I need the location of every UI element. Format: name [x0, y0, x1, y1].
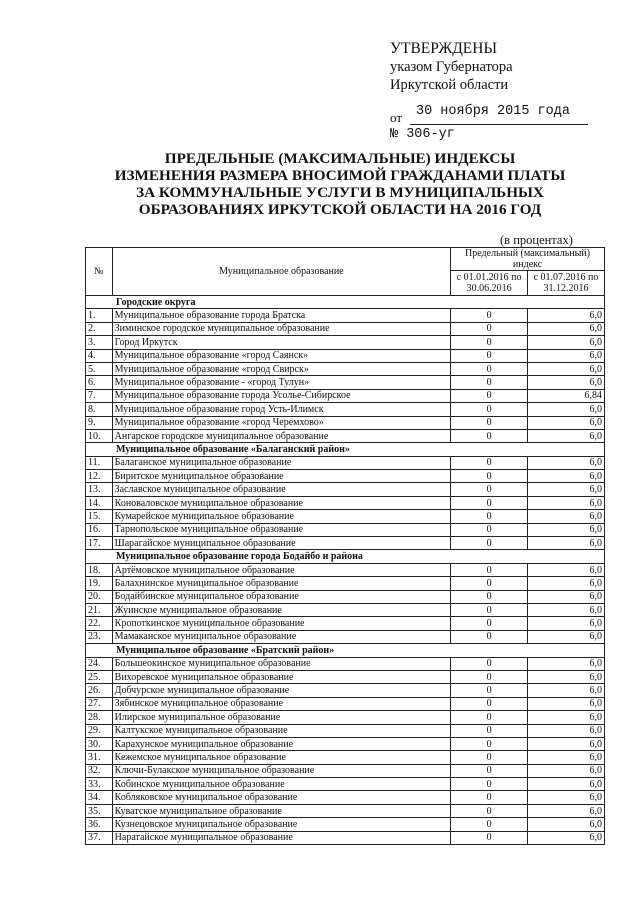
row-number: 4. [86, 349, 113, 362]
table-row [86, 389, 605, 402]
row-number: 18. [86, 563, 113, 576]
table-row [86, 563, 605, 576]
row-name: Кропоткинское муниципальное образование [112, 617, 450, 630]
table-row [86, 376, 605, 389]
row-value-1: 0 [451, 670, 528, 683]
row-name: Кумарейское муниципальное образование [112, 510, 450, 523]
row-number: 20. [86, 590, 113, 603]
row-value-2: 6,0 [528, 537, 605, 550]
row-name: Зябинское муниципальное образование [112, 697, 450, 710]
row-value-2: 6,0 [528, 657, 605, 670]
row-name: Муниципальное образование - «город Тулун» [112, 376, 450, 389]
table-row [86, 818, 605, 831]
table-row [86, 630, 605, 643]
row-number: 31. [86, 751, 113, 764]
row-name: Наратайское муниципальное образование [112, 831, 450, 844]
row-value-2: 6,0 [528, 778, 605, 791]
row-name: Балахнинское муниципальное образование [112, 577, 450, 590]
row-value-2: 6,0 [528, 309, 605, 322]
row-number: 10. [86, 429, 113, 442]
row-value-2: 6,0 [528, 416, 605, 429]
row-number: 28. [86, 711, 113, 724]
row-value-2: 6,0 [528, 429, 605, 442]
row-value-2: 6,0 [528, 737, 605, 750]
row-value-1: 0 [451, 617, 528, 630]
row-number: 24. [86, 657, 113, 670]
row-value-2: 6,0 [528, 577, 605, 590]
row-value-1: 0 [451, 590, 528, 603]
row-number: 6. [86, 376, 113, 389]
table-group-row [86, 644, 605, 657]
row-number: 9. [86, 416, 113, 429]
row-value-1: 0 [451, 577, 528, 590]
row-value-1: 0 [451, 697, 528, 710]
table-row [86, 791, 605, 804]
row-number: 16. [86, 523, 113, 536]
row-number: 12. [86, 470, 113, 483]
row-name: Коноваловское муниципальное образование [112, 496, 450, 509]
table-row [86, 778, 605, 791]
row-value-1: 0 [451, 724, 528, 737]
row-value-1: 0 [451, 563, 528, 576]
row-number: 29. [86, 724, 113, 737]
row-name: Вихоревское муниципальное образование [112, 670, 450, 683]
row-number: 32. [86, 764, 113, 777]
row-value-1: 0 [451, 764, 528, 777]
row-value-1: 0 [451, 751, 528, 764]
row-value-1: 0 [451, 336, 528, 349]
row-number: 33. [86, 778, 113, 791]
decree-number: № 306-уг [390, 127, 455, 142]
row-value-2: 6,0 [528, 523, 605, 536]
table-row [86, 523, 605, 536]
title-line: ИЗМЕНЕНИЯ РАЗМЕРА ВНОСИМОЙ ГРАЖДАНАМИ ПЛАТЫ [114, 167, 566, 184]
row-value-1: 0 [451, 322, 528, 335]
index-table [85, 247, 605, 845]
row-number: 5. [86, 362, 113, 375]
date-underline [410, 124, 588, 125]
row-value-1: 0 [451, 630, 528, 643]
table-row [86, 496, 605, 509]
title-line: ПРЕДЕЛЬНЫЕ (МАКСИМАЛЬНЫЕ) ИНДЕКСЫ [164, 150, 516, 167]
unit-note: (в процентах) [500, 233, 573, 247]
header-num: № [86, 248, 113, 296]
row-value-2: 6,0 [528, 724, 605, 737]
row-value-1: 0 [451, 403, 528, 416]
row-value-2: 6,0 [528, 603, 605, 616]
row-name: Заславское муниципальное образование [112, 483, 450, 496]
row-name: Илирское муниципальное образование [112, 711, 450, 724]
row-name: Зиминское городское муниципальное образование [112, 322, 450, 335]
row-name: Биритское муниципальное образование [112, 470, 450, 483]
row-value-1: 0 [451, 711, 528, 724]
table-row [86, 697, 605, 710]
row-value-2: 6,0 [528, 403, 605, 416]
header-period-1: с 01.01.2016 по 30.06.2016 [451, 271, 528, 296]
row-number: 26. [86, 684, 113, 697]
row-number: 36. [86, 818, 113, 831]
row-number: 1. [86, 309, 113, 322]
row-value-1: 0 [451, 778, 528, 791]
table-row [86, 429, 605, 442]
row-value-2: 6,0 [528, 818, 605, 831]
row-value-2: 6,0 [528, 336, 605, 349]
decree-date: 30 ноября 2015 года [416, 104, 570, 119]
row-name: Город Иркутск [112, 336, 450, 349]
row-name: Шарагайское муниципальное образование [112, 537, 450, 550]
row-value-2: 6,0 [528, 630, 605, 643]
table-row [86, 657, 605, 670]
row-number: 2. [86, 322, 113, 335]
row-name: Кобляковское муниципальное образование [112, 791, 450, 804]
row-value-2: 6,0 [528, 376, 605, 389]
table-group-row [86, 443, 605, 456]
row-number: 7. [86, 389, 113, 402]
row-value-1: 0 [451, 510, 528, 523]
table-row [86, 764, 605, 777]
row-name: Кузнецовское муниципальное образование [112, 818, 450, 831]
date-prefix: от [390, 110, 403, 125]
row-name: Ангарское городское муниципальное образование [112, 429, 450, 442]
row-number: 11. [86, 456, 113, 469]
row-value-1: 0 [451, 657, 528, 670]
row-number: 27. [86, 697, 113, 710]
table-row [86, 510, 605, 523]
row-value-1: 0 [451, 362, 528, 375]
row-number: 23. [86, 630, 113, 643]
header-name: Муниципальное образование [112, 248, 450, 296]
row-value-2: 6,84 [528, 389, 605, 402]
table-row [86, 804, 605, 817]
table-row [86, 670, 605, 683]
row-value-2: 6,0 [528, 563, 605, 576]
row-value-2: 6,0 [528, 322, 605, 335]
row-name: Кобинское муниципальное образование [112, 778, 450, 791]
row-number: 30. [86, 737, 113, 750]
table-row [86, 362, 605, 375]
row-value-1: 0 [451, 456, 528, 469]
table-row [86, 403, 605, 416]
row-number: 34. [86, 791, 113, 804]
table-row [86, 737, 605, 750]
row-value-2: 6,0 [528, 831, 605, 844]
row-value-2: 6,0 [528, 751, 605, 764]
table-row [86, 483, 605, 496]
row-name: Муниципальное образование город Усть-Илимск [112, 403, 450, 416]
row-value-2: 6,0 [528, 684, 605, 697]
row-name: Кежемское муниципальное образование [112, 751, 450, 764]
row-value-1: 0 [451, 804, 528, 817]
table-body [86, 296, 605, 845]
row-name: Муниципальное образование «город Свирск» [112, 362, 450, 375]
group-label: Городские округа [86, 296, 605, 309]
row-name: Ключи-Булакское муниципальное образование [112, 764, 450, 777]
group-label: Муниципальное образование «Братский район» [86, 644, 605, 657]
row-value-1: 0 [451, 389, 528, 402]
row-value-2: 6,0 [528, 510, 605, 523]
row-value-1: 0 [451, 537, 528, 550]
row-name: Добчурское муниципальное образование [112, 684, 450, 697]
row-value-2: 6,0 [528, 711, 605, 724]
row-name: Жуинское муниципальное образование [112, 603, 450, 616]
table-row [86, 470, 605, 483]
row-number: 13. [86, 483, 113, 496]
row-value-1: 0 [451, 791, 528, 804]
row-value-1: 0 [451, 483, 528, 496]
row-name: Мамаканское муниципальное образование [112, 630, 450, 643]
table-row [86, 603, 605, 616]
row-name: Балаганское муниципальное образование [112, 456, 450, 469]
row-value-2: 6,0 [528, 470, 605, 483]
approval-decree: указом Губернатора [390, 59, 513, 75]
row-number: 37. [86, 831, 113, 844]
row-name: Куватское муниципальное образование [112, 804, 450, 817]
document-title [80, 150, 600, 218]
table-row [86, 349, 605, 362]
row-number: 35. [86, 804, 113, 817]
group-label: Муниципальное образование города Бодайбо и района [86, 550, 605, 563]
table-row [86, 309, 605, 322]
row-number: 21. [86, 603, 113, 616]
row-value-1: 0 [451, 831, 528, 844]
row-value-2: 6,0 [528, 456, 605, 469]
title-line: ЗА КОММУНАЛЬНЫЕ УСЛУГИ В МУНИЦИПАЛЬНЫХ [136, 184, 544, 201]
row-number: 8. [86, 403, 113, 416]
row-value-1: 0 [451, 309, 528, 322]
row-number: 25. [86, 670, 113, 683]
decree-date-block [390, 104, 590, 143]
row-name: Артёмовское муниципальное образование [112, 563, 450, 576]
header-period-2: с 01.07.2016 по 31.12.2016 [528, 271, 605, 296]
table-row [86, 336, 605, 349]
row-value-2: 6,0 [528, 764, 605, 777]
row-value-1: 0 [451, 416, 528, 429]
row-value-2: 6,0 [528, 483, 605, 496]
table-row [86, 456, 605, 469]
row-number: 22. [86, 617, 113, 630]
row-name: Муниципальное образование «город Черемхово» [112, 416, 450, 429]
table-row [86, 577, 605, 590]
table-row [86, 751, 605, 764]
row-value-2: 6,0 [528, 349, 605, 362]
row-number: 19. [86, 577, 113, 590]
table-row [86, 590, 605, 603]
row-value-2: 6,0 [528, 590, 605, 603]
row-value-2: 6,0 [528, 617, 605, 630]
table-row [86, 322, 605, 335]
row-value-2: 6,0 [528, 670, 605, 683]
row-value-1: 0 [451, 470, 528, 483]
row-name: Муниципальное образование города Братска [112, 309, 450, 322]
row-value-2: 6,0 [528, 496, 605, 509]
row-number: 17. [86, 537, 113, 550]
row-value-2: 6,0 [528, 791, 605, 804]
row-value-2: 6,0 [528, 362, 605, 375]
group-label: Муниципальное образование «Балаганский район» [86, 443, 605, 456]
table-row [86, 724, 605, 737]
row-name: Большеокинское муниципальное образование [112, 657, 450, 670]
approval-region: Иркутской области [390, 77, 509, 93]
row-number: 15. [86, 510, 113, 523]
row-name: Муниципальное образование «город Саянск» [112, 349, 450, 362]
row-value-1: 0 [451, 603, 528, 616]
row-value-1: 0 [451, 376, 528, 389]
row-number: 14. [86, 496, 113, 509]
row-name: Муниципальное образование города Усолье-Сибирское [112, 389, 450, 402]
title-line: ОБРАЗОВАНИЯХ ИРКУТСКОЙ ОБЛАСТИ НА 2016 ГОД [138, 201, 542, 218]
row-value-1: 0 [451, 523, 528, 536]
row-value-1: 0 [451, 818, 528, 831]
approval-block [390, 40, 513, 94]
row-value-1: 0 [451, 737, 528, 750]
table-group-row [86, 550, 605, 563]
table-row [86, 617, 605, 630]
row-value-2: 6,0 [528, 804, 605, 817]
row-name: Бодайбинское муниципальное образование [112, 590, 450, 603]
table-row [86, 684, 605, 697]
table-group-row [86, 296, 605, 309]
row-name: Калтукское муниципальное образование [112, 724, 450, 737]
table-row [86, 711, 605, 724]
row-number: 3. [86, 336, 113, 349]
row-name: Карахунское муниципальное образование [112, 737, 450, 750]
header-index: Предельный (максимальный) индекс [451, 248, 605, 271]
table-row [86, 537, 605, 550]
table-row [86, 416, 605, 429]
row-name: Тарнопольское муниципальное образование [112, 523, 450, 536]
row-value-1: 0 [451, 684, 528, 697]
row-value-1: 0 [451, 429, 528, 442]
row-value-1: 0 [451, 496, 528, 509]
approval-heading: УТВЕРЖДЕНЫ [390, 40, 497, 57]
row-value-1: 0 [451, 349, 528, 362]
table-row [86, 831, 605, 844]
row-value-2: 6,0 [528, 697, 605, 710]
